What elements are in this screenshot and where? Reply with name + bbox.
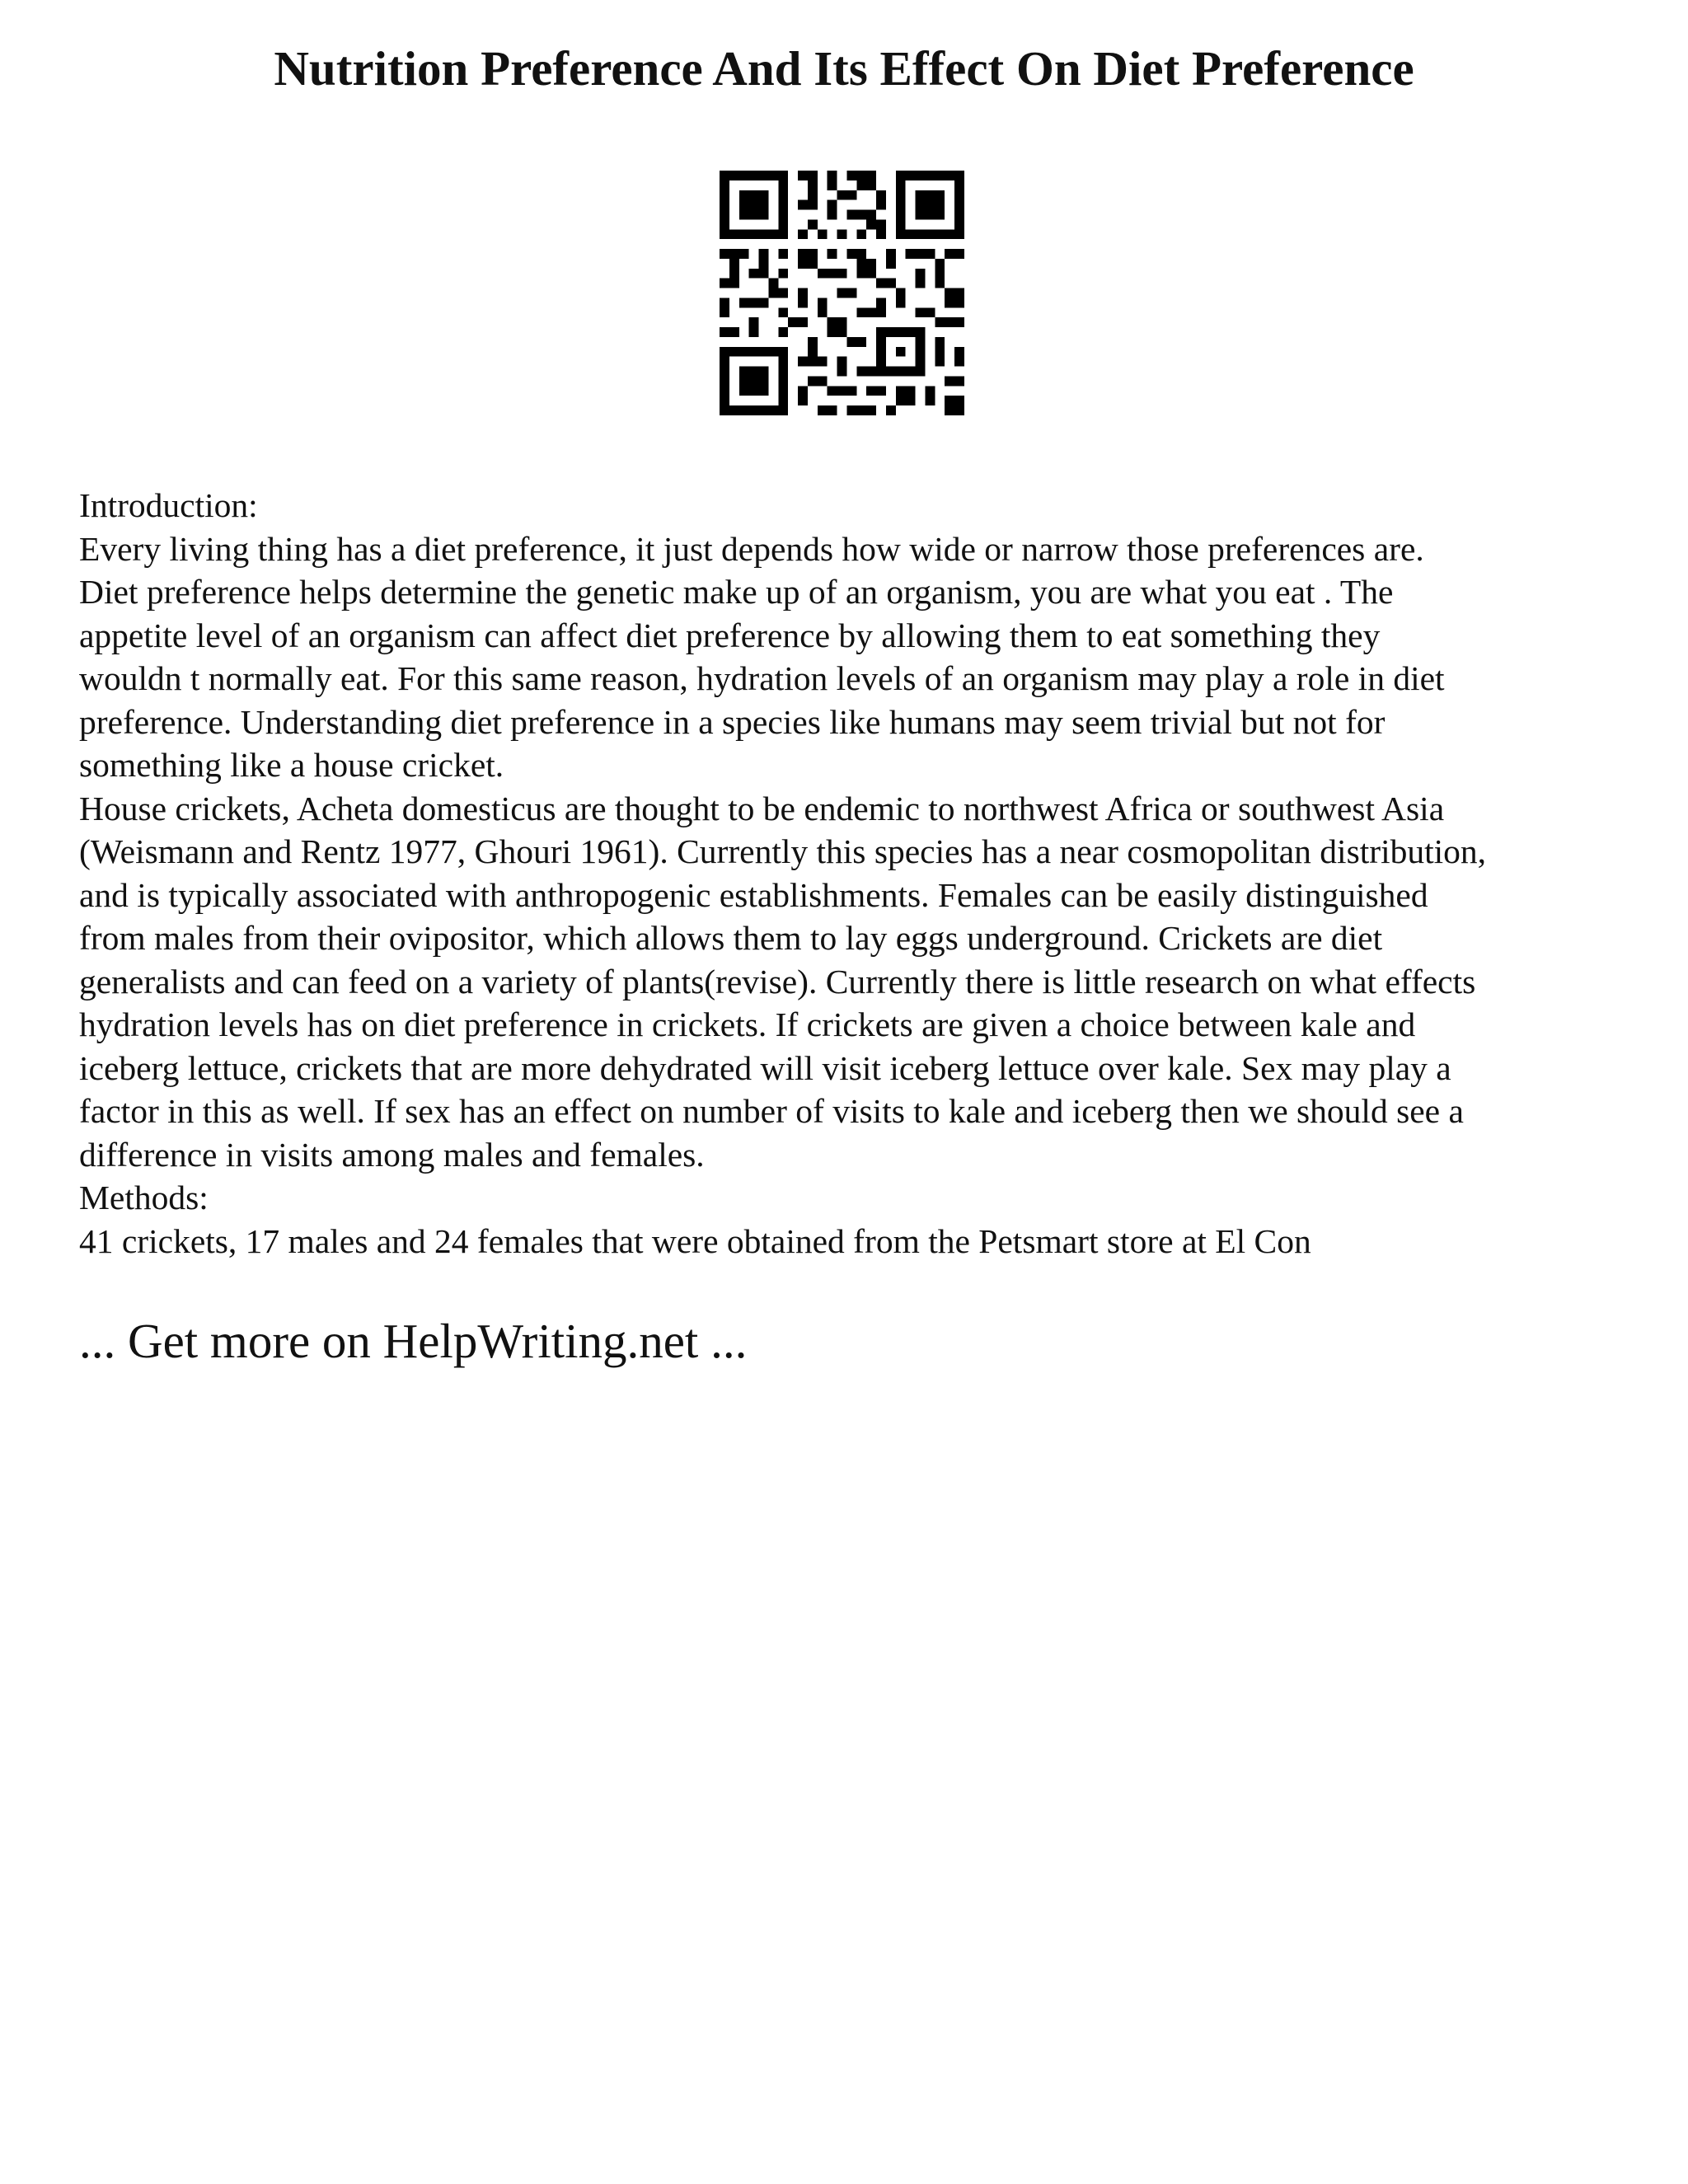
- body-line: House crickets, Acheta domesticus are thought to be endemic to northwest Africa or southwest Asia: [79, 789, 1445, 827]
- body-line: and is typically associated with anthropogenic establishments. Females can be easily distinguished: [79, 875, 1428, 914]
- body-line: Methods:: [79, 1179, 209, 1216]
- body-line: difference in visits among males and females.: [79, 1135, 705, 1174]
- body-line: 41 crickets, 17 males and 24 females that were obtained from the Petsmart store at El Con: [79, 1221, 1311, 1260]
- body-line: generalists and can feed on a variety of plants(revise). Currently there is little research on what effects: [79, 962, 1476, 1001]
- body-line: preference. Understanding diet preference in a species like humans may seem trivial but not for: [79, 702, 1386, 741]
- body-line: something like a house cricket.: [79, 746, 504, 784]
- document-title: Nutrition Preference And Its Effect On Diet Preference: [274, 41, 1414, 96]
- body-text: [79, 484, 1629, 1263]
- body-line: Every living thing has a diet preference, it just depends how wide or narrow those preferences are.: [79, 529, 1424, 568]
- body-line: Introduction:: [79, 486, 258, 524]
- body-line: wouldn t normally eat. For this same reason, hydration levels of an organism may play a role in diet: [79, 659, 1445, 697]
- qr-code-icon: [720, 171, 964, 415]
- body-line: factor in this as well. If sex has an effect on number of visits to kale and iceberg then we should see a: [79, 1092, 1464, 1130]
- body-line: from males from their ovipositor, which allows them to lay eggs underground. Crickets are diet: [79, 919, 1383, 957]
- get-more-link[interactable]: ... Get more on HelpWriting.net ...: [79, 1314, 748, 1368]
- body-line: hydration levels has on diet preference in crickets. If crickets are given a choice between kale and: [79, 1005, 1416, 1043]
- body-line: appetite level of an organism can affect diet preference by allowing them to eat something they: [79, 616, 1381, 654]
- body-line: (Weismann and Rentz 1977, Ghouri 1961). Currently this species has a near cosmopolitan distribution,: [79, 832, 1487, 870]
- body-line: iceberg lettuce, crickets that are more dehydrated will visit iceberg lettuce over kale. Sex may play a: [79, 1048, 1451, 1087]
- body-line: Diet preference helps determine the genetic make up of an organism, you are what you eat . The: [79, 573, 1394, 611]
